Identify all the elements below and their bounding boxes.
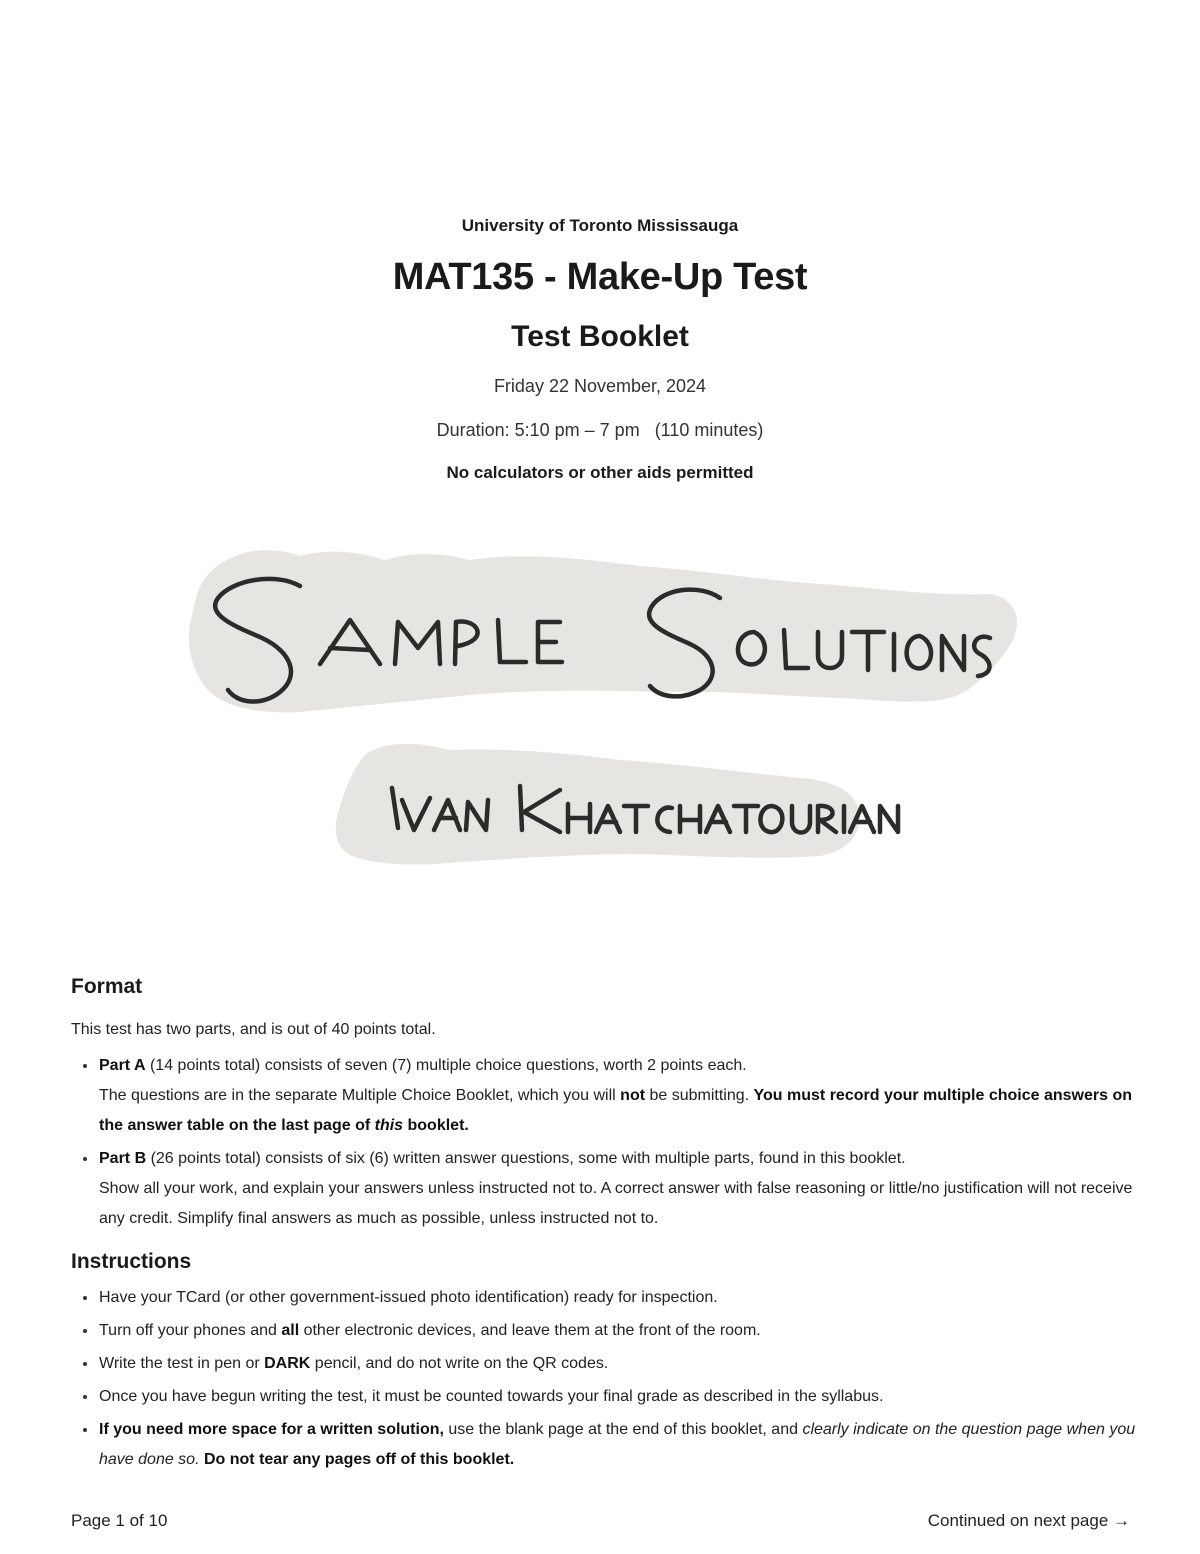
format-list bbox=[71, 1051, 1136, 1237]
instruction-space-italic: clearly indicate on the question page when you have done so. bbox=[99, 1421, 1136, 1468]
instruction-space-text: use the blank page at the end of this booklet, and bbox=[443, 1421, 803, 1438]
instruction-pen: Write the test in pen or bbox=[99, 1355, 265, 1372]
instruction-grade: Once you have begun writing the test, it must be counted towards your final grade as described in the syllabus. bbox=[99, 1388, 884, 1405]
part-a-text: (14 points total) consists of seven (7) multiple choice questions, worth 2 points each. bbox=[145, 1057, 747, 1074]
instruction-tcard: Have your TCard (or other government-issued photo identification) ready for inspection. bbox=[99, 1289, 718, 1306]
part-a-this-emphasis: this bbox=[374, 1117, 404, 1134]
instruction-phones-emphasis: all bbox=[281, 1322, 300, 1339]
instruction-space-lead: If you need more space for a written solution, bbox=[99, 1421, 444, 1438]
part-a-note: The questions are in the separate Multiple Choice Booklet, which you will bbox=[99, 1087, 621, 1104]
instruction-no-tear: Do not tear any pages off of this booklet. bbox=[203, 1451, 515, 1468]
instruction-pen-cont: pencil, and do not write on the QR codes. bbox=[310, 1355, 609, 1372]
instructions-list bbox=[71, 1283, 1136, 1478]
university-name: University of Toronto Mississauga bbox=[461, 216, 739, 235]
instruction-phones-cont: other electronic devices, and leave them at the front of the room. bbox=[299, 1322, 761, 1339]
format-intro: This test has two parts, and is out of 40 points total. bbox=[71, 1021, 436, 1038]
aids-notice: No calculators or other aids permitted bbox=[446, 463, 754, 482]
page-number: Page 1 of 10 bbox=[71, 1511, 168, 1530]
instruction-pen-emphasis: DARK bbox=[264, 1355, 311, 1372]
part-b-label: Part B bbox=[99, 1150, 147, 1167]
list-item bbox=[71, 1349, 1136, 1379]
continued-notice: Continued on next page → bbox=[927, 1511, 1130, 1530]
format-heading: Format bbox=[71, 975, 143, 998]
part-a-record-notice: You must record your multiple choice answers on the answer table on the last page of bbox=[99, 1087, 1132, 1134]
list-item bbox=[71, 1051, 1136, 1141]
part-b-note: Show all your work, and explain your answers unless instructed not to. A correct answer with false reasoning or little/no justification will not receive any credit. Simplify final answers as much as possible, unless instructed not to. bbox=[99, 1180, 1133, 1227]
part-b-text: (26 points total) consists of six (6) written answer questions, some with multiple parts, found in this booklet. bbox=[146, 1150, 906, 1167]
list-item bbox=[71, 1415, 1136, 1475]
list-item bbox=[71, 1316, 1136, 1346]
part-a-note-emphasis: not bbox=[620, 1087, 646, 1104]
list-item bbox=[71, 1382, 1136, 1412]
part-a-booklet-word: booklet. bbox=[403, 1117, 469, 1134]
page-title: MAT135 - Make-Up Test bbox=[392, 256, 808, 298]
list-item bbox=[71, 1283, 1136, 1313]
page-subtitle: Test Booklet bbox=[511, 320, 689, 353]
test-duration: Duration: 5:10 pm – 7 pm (110 minutes) bbox=[436, 420, 764, 440]
test-date: Friday 22 November, 2024 bbox=[493, 376, 707, 396]
instructions-heading: Instructions bbox=[71, 1250, 192, 1273]
instruction-phones: Turn off your phones and bbox=[99, 1322, 282, 1339]
list-item bbox=[71, 1144, 1136, 1234]
part-a-label: Part A bbox=[99, 1057, 146, 1074]
part-a-note-cont: be submitting. bbox=[645, 1087, 754, 1104]
